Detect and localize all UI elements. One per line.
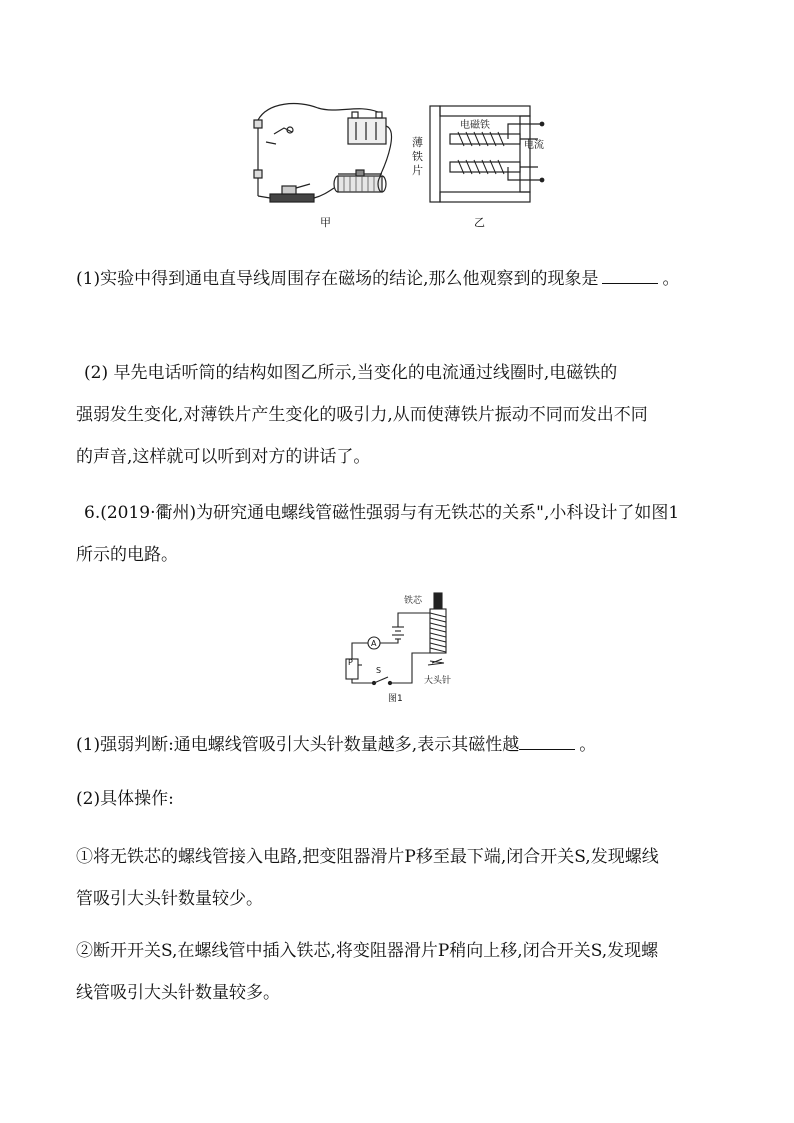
question-6 xyxy=(76,492,726,576)
figure-jia-yi xyxy=(238,100,558,232)
q6-line2: 所示的电路。 xyxy=(76,545,178,565)
label-electromagnet: 电磁铁 xyxy=(460,120,490,131)
label-switch: S xyxy=(376,666,382,675)
q2-line3: 的声音,这样就可以听到对方的讲话了。 xyxy=(76,447,371,467)
figure-1-circuit xyxy=(330,585,470,707)
step1-line2: 管吸引大头针数量较少。 xyxy=(76,889,263,909)
step1-line1: ①将无铁芯的螺线管接入电路,把变阻器滑片P移至最下端,闭合开关S,发现螺线 xyxy=(76,847,659,867)
step-1 xyxy=(76,836,726,920)
answer-blank-1[interactable] xyxy=(602,265,658,284)
question-2 xyxy=(76,352,726,478)
answer-blank-2[interactable] xyxy=(519,731,575,750)
step2-line1: ②断开开关S,在螺线管中插入铁芯,将变阻器滑片P稍向上移,闭合开关S,发现螺 xyxy=(76,941,659,961)
figure-1-caption: 图1 xyxy=(388,694,403,704)
sub-question-1: (1)强弱判断:通电螺线管吸引大头针数量越多,表示其磁性越 。 xyxy=(76,724,726,766)
sub-question-2: (2)具体操作: xyxy=(76,789,174,809)
label-pins: 大头针 xyxy=(424,676,452,686)
step-2 xyxy=(76,930,726,1014)
label-thin-iron-1: 薄 xyxy=(412,136,423,149)
label-thin-iron-3: 片 xyxy=(412,164,423,177)
label-ammeter: A xyxy=(371,639,377,648)
q6-line1: 6.(2019·衢州)为研究通电螺线管磁性强弱与有无铁芯的关系",小科设计了如图1 xyxy=(84,503,680,523)
step2-line2: 线管吸引大头针数量较多。 xyxy=(76,983,280,1003)
label-slider: P xyxy=(348,658,353,667)
q2-line2: 强弱发生变化,对薄铁片产生变化的吸引力,从而使薄铁片振动不同而发出不同 xyxy=(76,405,648,425)
label-current: 电流 xyxy=(524,140,544,151)
question-1: (1)实验中得到通电直导线周围存在磁场的结论,那么他观察到的现象是 。 xyxy=(76,258,726,300)
label-yi: 乙 xyxy=(474,216,485,229)
q2-line1: (2) 早先电话听筒的结构如图乙所示,当变化的电流通过线圈时,电磁铁的 xyxy=(84,363,618,383)
figure-jia xyxy=(254,104,391,202)
label-jia: 甲 xyxy=(320,216,331,229)
label-thin-iron-2: 铁 xyxy=(412,150,423,163)
label-iron-core: 铁芯 xyxy=(404,596,423,606)
